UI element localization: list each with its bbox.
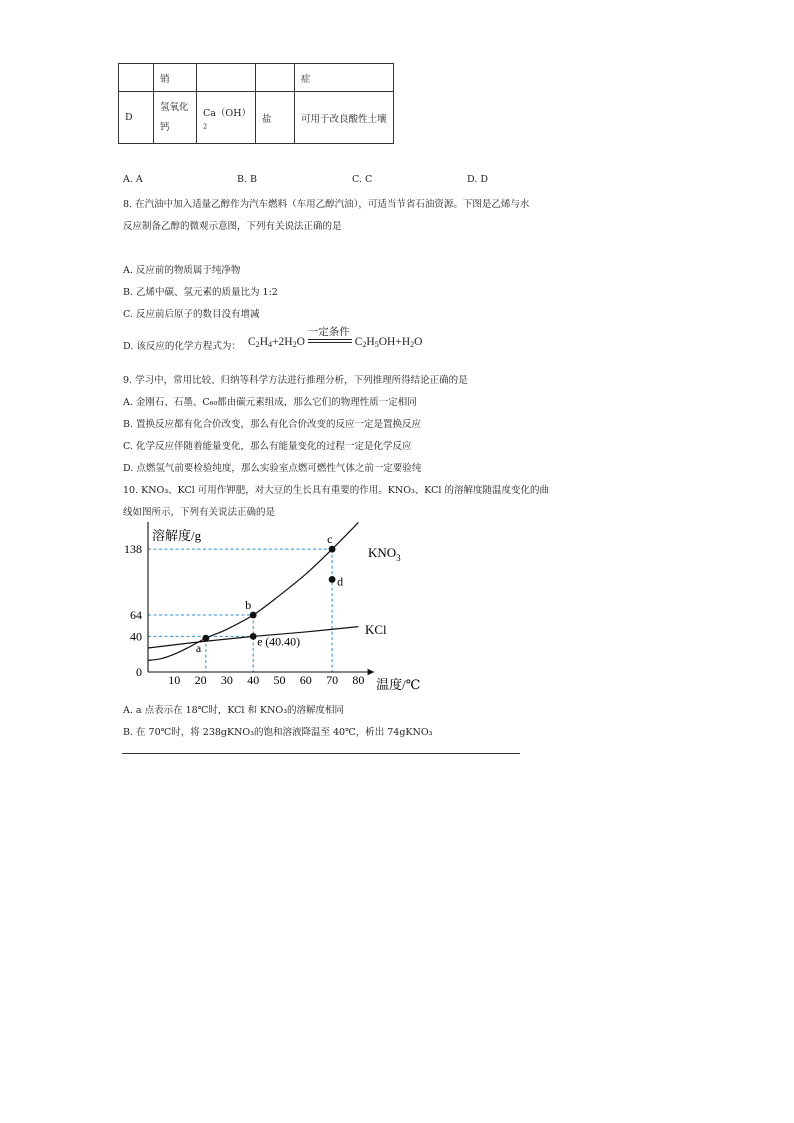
data-point	[329, 576, 336, 583]
x-tick-label: 40	[247, 673, 260, 687]
option-d[interactable]: D. D	[467, 174, 488, 185]
point-label: b	[245, 598, 252, 613]
q10-stem-line1: 10. KNO₃、KCl 可用作钾肥，对大豆的生长具有重要的作用。KNO₃、KCl 的溶解度随温度变化的曲	[123, 485, 549, 496]
y-tick-label: 64	[130, 608, 142, 623]
data-point	[250, 612, 257, 619]
data-point	[250, 633, 257, 640]
series-label: KCl	[365, 622, 387, 637]
option-b[interactable]: B. B	[237, 174, 258, 185]
q9-option-b[interactable]: B. 置换反应都有化合价改变，那么有化合价改变的反应一定是置换反应	[123, 419, 422, 430]
formula: Ca（OH）	[203, 108, 252, 119]
point-note: (40.40)	[265, 634, 301, 649]
table-cell	[119, 64, 154, 92]
table-cell: 症	[295, 64, 394, 92]
reaction-condition: 一定条件	[307, 327, 350, 338]
table-row	[119, 92, 394, 144]
x-tick-label: 70	[326, 673, 339, 687]
data-point	[329, 546, 336, 553]
data-point	[202, 635, 209, 642]
x-axis-label: 温度/℃	[376, 677, 421, 692]
x-tick-label: 20	[194, 673, 207, 687]
table-cell: D	[119, 92, 154, 144]
q8-option-c[interactable]: C. 反应前后原子的数目没有增减	[123, 309, 260, 320]
x-tick-label: 80	[352, 673, 365, 687]
point-label: c	[327, 532, 333, 547]
answer-table	[118, 63, 394, 144]
q10-option-b[interactable]: B. 在 70℃时，将 238gKNO₃的饱和溶液降温至 40℃，析出 74gKNO₃	[123, 727, 433, 738]
table-cell	[154, 92, 197, 144]
point-label: d	[337, 574, 344, 589]
point-label: a	[195, 641, 202, 656]
x-tick-label: 30	[220, 673, 233, 687]
bottom-rule	[122, 753, 520, 754]
y-tick-label: 138	[124, 542, 142, 557]
reaction-arrow	[307, 327, 352, 345]
x-tick-label: 50	[273, 673, 286, 687]
solubility-chart	[110, 522, 440, 694]
point-label: e	[257, 634, 263, 649]
q8-option-a[interactable]: A. 反应前的物质属于纯净物	[123, 265, 241, 276]
chemical-equation	[248, 327, 423, 349]
q8-stem-line1: 8. 在汽油中加入适量乙醇作为汽车燃料（车用乙醇汽油），可适当节省石油资源。下图是乙烯与水	[123, 199, 530, 210]
data-points	[196, 532, 343, 655]
table-cell: 销	[154, 64, 197, 92]
series-labels	[365, 545, 401, 637]
q8-option-d-label[interactable]: D. 该反应的化学方程式为：	[123, 341, 241, 352]
x-tick-label: 10	[168, 673, 181, 687]
y-axis-label: 溶解度/g	[152, 528, 202, 543]
subscript: 2	[203, 122, 208, 131]
cell-text: 氢氧化	[160, 101, 189, 113]
table-cell	[197, 64, 256, 92]
option-a[interactable]: A. A	[123, 174, 143, 185]
table-cell	[197, 92, 256, 144]
q7-options	[123, 174, 523, 186]
cell-text: 钙	[160, 121, 170, 133]
q8-option-b[interactable]: B. 乙烯中碳、氢元素的质量比为 1:2	[123, 287, 278, 298]
eq-left: $C_2H_4+2H_2O$	[248, 336, 305, 349]
series-label: $KNO_3$	[368, 545, 401, 563]
q9-option-a[interactable]: A. 金刚石、石墨、C₆₀都由碳元素组成，那么它们的物理性质一定相同	[123, 397, 417, 408]
q8-stem-line2: 反应制备乙醇的微观示意图，下列有关说法正确的是	[123, 221, 342, 232]
x-tick-label: 60	[299, 673, 312, 687]
y-tick-label: 40	[130, 629, 142, 644]
q10-option-a[interactable]: A. a 点表示在 18℃时，KCl 和 KNO₃的溶解度相同	[123, 705, 345, 716]
table-cell: 盐	[256, 92, 295, 144]
q9-stem: 9. 学习中，常用比较、归纳等科学方法进行推理分析，下列推理所得结论正确的是	[123, 375, 468, 386]
q9-option-d[interactable]: D. 点燃氢气前要检验纯度，那么实验室点燃可燃性气体之前一定要验纯	[123, 463, 422, 474]
table-cell: 可用于改良酸性土壤	[295, 92, 394, 144]
table-cell	[256, 64, 295, 92]
y-tick-labels	[124, 542, 142, 679]
y-tick-label: 0	[136, 665, 142, 679]
eq-right: $C_2H_5OH+H_2O$	[354, 336, 423, 349]
x-tick-labels	[168, 673, 364, 687]
q9-option-c[interactable]: C. 化学反应伴随着能量变化，那么有能量变化的过程一定是化学反应	[123, 441, 412, 452]
option-c[interactable]: C. C	[352, 174, 373, 185]
q10-stem-line2: 线如图所示，下列有关说法正确的是	[123, 507, 276, 518]
table-row	[119, 64, 394, 92]
